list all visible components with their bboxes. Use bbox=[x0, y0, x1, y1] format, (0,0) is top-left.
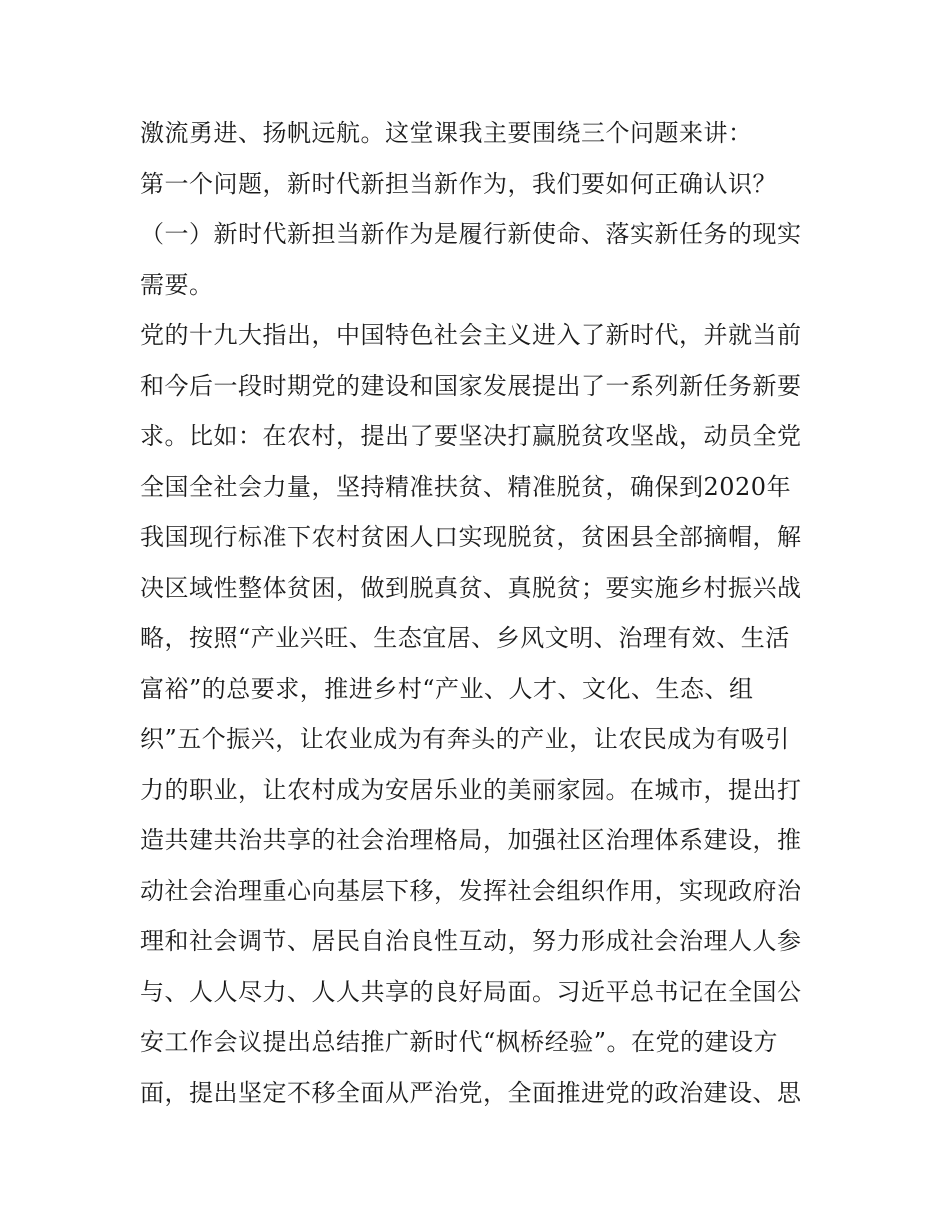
text-line: 和今后一段时期党的建设和国家发展提出了一系列新任务新要 bbox=[140, 371, 802, 400]
text-line: 略，按照“产业兴旺、生态宜居、乡风文明、治理有效、生活 bbox=[140, 624, 790, 652]
text-line: 理和社会调节、居民自治良性互动，努力形成社会治理人人参 bbox=[140, 927, 802, 955]
text-line: 激流勇进、扬帆远航。这堂课我主要围绕三个问题来讲： bbox=[140, 119, 753, 147]
text-line: 决区域性整体贫困，做到脱真贫、真脱贫；要实施乡村振兴战 bbox=[140, 573, 802, 602]
text-line: 造共建共治共享的社会治理格局，加强社区治理体系建设，推 bbox=[140, 826, 802, 854]
question-heading: 第一个问题，新时代新担当新作为，我们要如何正确认识？ bbox=[140, 169, 777, 198]
text-line: 面，提出坚定不移全面从严治党，全面推进党的政治建设、思 bbox=[140, 1078, 802, 1107]
text-line: 求。比如：在农村，提出了要坚决打赢脱贫攻坚战，动员全党 bbox=[140, 422, 802, 450]
section-heading: （一）新时代新担当新作为是履行新使命、落实新任务的现实 bbox=[140, 220, 802, 248]
text-line: 动社会治理重心向基层下移，发挥社会组织作用，实现政府治 bbox=[140, 876, 802, 905]
text-line: 我国现行标准下农村贫困人口实现脱贫，贫困县全部摘帽，解 bbox=[140, 523, 802, 551]
text-line: 织”五个振兴，让农业成为有奔头的产业，让农民成为有吸引 bbox=[140, 725, 790, 753]
section-heading-continued: 需要。 bbox=[140, 270, 214, 299]
text-line: 党的十九大指出，中国特色社会主义进入了新时代，并就当前 bbox=[140, 321, 802, 349]
text-line: 力的职业，让农村成为安居乐业的美丽家园。在城市，提出打 bbox=[140, 775, 802, 804]
text-line: 安工作会议提出总结推广新时代“枫桥经验”。在党的建设方 bbox=[140, 1028, 779, 1056]
text-line: 全国全社会力量，坚持精准扶贫、精准脱贫，确保到2020年 bbox=[140, 472, 792, 501]
text-line: 富裕”的总要求，推进乡村“产业、人才、文化、生态、组 bbox=[140, 674, 754, 703]
document-body bbox=[140, 108, 820, 1118]
text-line: 与、人人尽力、人人共享的良好局面。习近平总书记在全国公 bbox=[140, 977, 802, 1006]
